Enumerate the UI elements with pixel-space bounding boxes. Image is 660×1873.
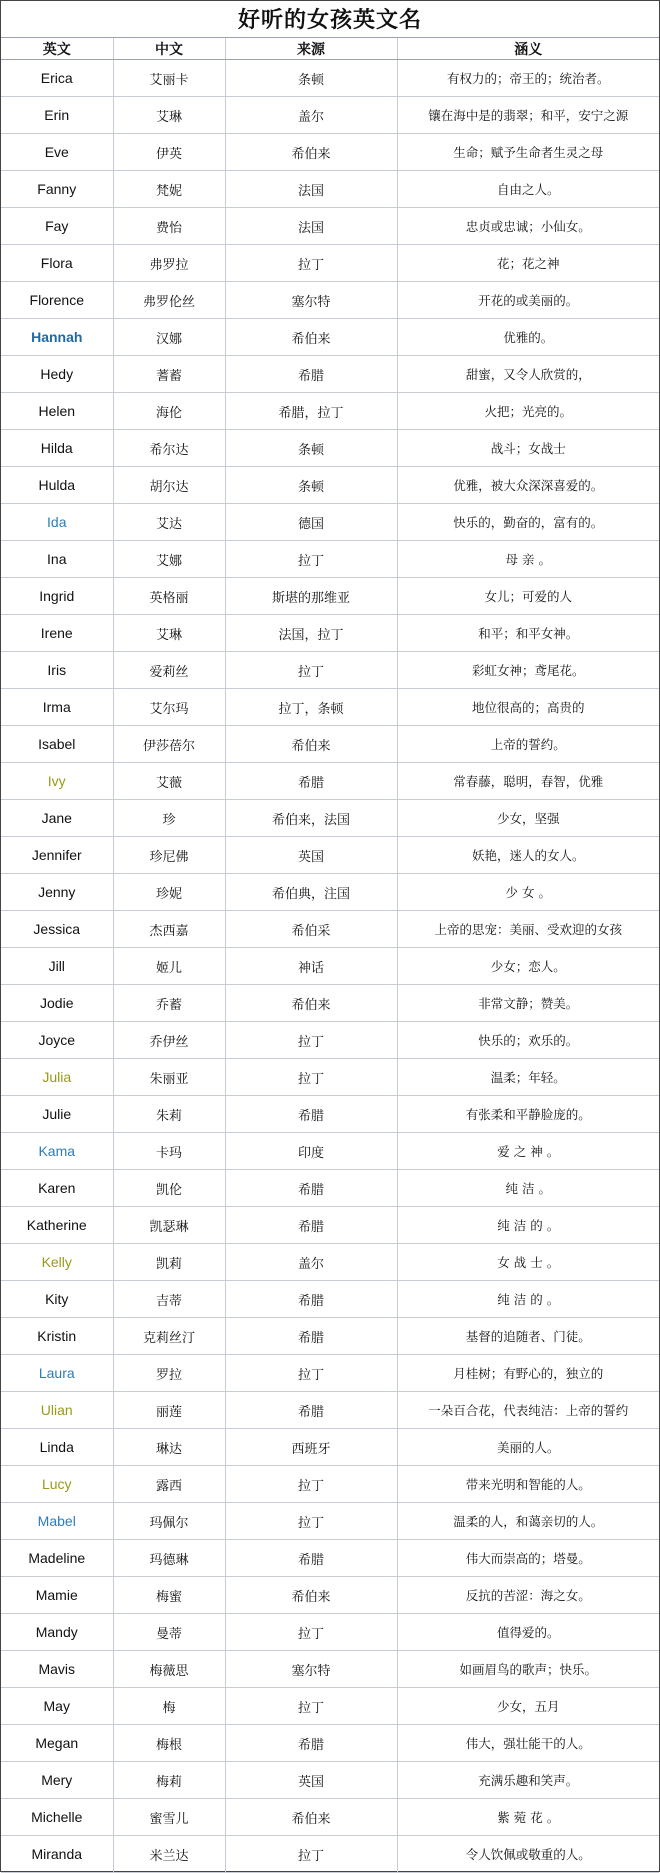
english-name-cell: Erica	[1, 60, 113, 97]
origin-cell: 拉丁	[225, 1614, 397, 1651]
origin-cell: 法国	[225, 171, 397, 208]
chinese-name-cell: 凯瑟琳	[113, 1207, 225, 1244]
origin-cell: 希伯来	[225, 726, 397, 763]
chinese-name-cell: 丽莲	[113, 1392, 225, 1429]
chinese-name-cell: 琳达	[113, 1429, 225, 1466]
meaning-cell: 开花的或美丽的。	[397, 282, 659, 319]
meaning-cell: 温柔；年轻。	[397, 1059, 659, 1096]
meaning-cell: 爱 之 神 。	[397, 1133, 659, 1170]
meaning-cell: 纯 洁 的 。	[397, 1281, 659, 1318]
chinese-name-cell: 克莉丝汀	[113, 1318, 225, 1355]
chinese-name-cell: 汉娜	[113, 319, 225, 356]
english-name-cell: Mavis	[1, 1651, 113, 1688]
table-row	[1, 60, 659, 97]
chinese-name-cell: 费怡	[113, 208, 225, 245]
table-row	[1, 1577, 659, 1614]
table-row	[1, 282, 659, 319]
meaning-cell: 基督的追随者、门徒。	[397, 1318, 659, 1355]
table-row	[1, 430, 659, 467]
meaning-cell: 令人饮佩或敬重的人。	[397, 1836, 659, 1873]
header-meaning: 涵义	[397, 38, 659, 60]
origin-cell: 拉丁	[225, 541, 397, 578]
english-name-cell: Ina	[1, 541, 113, 578]
header-chinese: 中文	[113, 38, 225, 60]
meaning-cell: 少女，五月	[397, 1688, 659, 1725]
chinese-name-cell: 艾薇	[113, 763, 225, 800]
table-row	[1, 763, 659, 800]
meaning-cell: 快乐的；欢乐的。	[397, 1022, 659, 1059]
chinese-name-cell: 梅蜜	[113, 1577, 225, 1614]
chinese-name-cell: 梅薇思	[113, 1651, 225, 1688]
meaning-cell: 值得爱的。	[397, 1614, 659, 1651]
chinese-name-cell: 伊莎蓓尔	[113, 726, 225, 763]
origin-cell: 拉丁	[225, 1059, 397, 1096]
origin-cell: 拉丁	[225, 1688, 397, 1725]
meaning-cell: 少女；恋人。	[397, 948, 659, 985]
table-body	[1, 60, 659, 1873]
meaning-cell: 常春藤，聪明，春智，优雅	[397, 763, 659, 800]
chinese-name-cell: 珍	[113, 800, 225, 837]
english-name-cell: Laura	[1, 1355, 113, 1392]
chinese-name-cell: 朱莉	[113, 1096, 225, 1133]
chinese-name-cell: 凯伦	[113, 1170, 225, 1207]
origin-cell: 希伯来	[225, 985, 397, 1022]
english-name-cell: Jane	[1, 800, 113, 837]
table-row	[1, 689, 659, 726]
chinese-name-cell: 艾琳	[113, 97, 225, 134]
english-name-cell: Kelly	[1, 1244, 113, 1281]
table-row	[1, 985, 659, 1022]
english-name-cell: Helen	[1, 393, 113, 430]
chinese-name-cell: 弗罗伦丝	[113, 282, 225, 319]
meaning-cell: 反抗的苦涩：海之女。	[397, 1577, 659, 1614]
table-row	[1, 578, 659, 615]
table-row	[1, 1392, 659, 1429]
english-name-cell: Katherine	[1, 1207, 113, 1244]
table-row	[1, 837, 659, 874]
chinese-name-cell: 梅莉	[113, 1762, 225, 1799]
table-row	[1, 1762, 659, 1799]
chinese-name-cell: 梵妮	[113, 171, 225, 208]
table-row	[1, 1207, 659, 1244]
origin-cell: 希腊	[225, 1096, 397, 1133]
meaning-cell: 纯 洁 。	[397, 1170, 659, 1207]
meaning-cell: 充满乐趣和笑声。	[397, 1762, 659, 1799]
english-name-cell: Joyce	[1, 1022, 113, 1059]
origin-cell: 条顿	[225, 467, 397, 504]
chinese-name-cell: 蓍蓄	[113, 356, 225, 393]
english-name-cell: Jill	[1, 948, 113, 985]
origin-cell: 希腊	[225, 1392, 397, 1429]
origin-cell: 希伯来	[225, 319, 397, 356]
table-row	[1, 1318, 659, 1355]
table-row	[1, 1836, 659, 1873]
chinese-name-cell: 艾琳	[113, 615, 225, 652]
origin-cell: 条顿	[225, 430, 397, 467]
meaning-cell: 少女，坚强	[397, 800, 659, 837]
english-name-cell: Kama	[1, 1133, 113, 1170]
chinese-name-cell: 朱丽亚	[113, 1059, 225, 1096]
english-name-cell: Jodie	[1, 985, 113, 1022]
origin-cell: 希伯来	[225, 1799, 397, 1836]
english-name-cell: Fay	[1, 208, 113, 245]
chinese-name-cell: 珍尼佛	[113, 837, 225, 874]
origin-cell: 英国	[225, 837, 397, 874]
chinese-name-cell: 珍妮	[113, 874, 225, 911]
english-name-cell: Iris	[1, 652, 113, 689]
chinese-name-cell: 吉蒂	[113, 1281, 225, 1318]
origin-cell: 拉丁	[225, 245, 397, 282]
table-row	[1, 1651, 659, 1688]
english-name-cell: Erin	[1, 97, 113, 134]
table-row	[1, 97, 659, 134]
english-name-cell: Linda	[1, 1429, 113, 1466]
names-table	[1, 38, 659, 1873]
origin-cell: 希腊	[225, 763, 397, 800]
meaning-cell: 上帝的誓约。	[397, 726, 659, 763]
table-row	[1, 171, 659, 208]
english-name-cell: Kity	[1, 1281, 113, 1318]
meaning-cell: 一朵百合花，代表纯洁：上帝的誓约	[397, 1392, 659, 1429]
chinese-name-cell: 艾尔玛	[113, 689, 225, 726]
origin-cell: 塞尔特	[225, 282, 397, 319]
meaning-cell: 忠贞或忠诚；小仙女。	[397, 208, 659, 245]
chinese-name-cell: 弗罗拉	[113, 245, 225, 282]
table-row	[1, 356, 659, 393]
chinese-name-cell: 艾达	[113, 504, 225, 541]
chinese-name-cell: 露西	[113, 1466, 225, 1503]
table-row	[1, 1429, 659, 1466]
table-row	[1, 726, 659, 763]
origin-cell: 法国，拉丁	[225, 615, 397, 652]
english-name-cell: Kristin	[1, 1318, 113, 1355]
table-row	[1, 1059, 659, 1096]
origin-cell: 拉丁	[225, 1466, 397, 1503]
english-name-cell: Julie	[1, 1096, 113, 1133]
header-row	[1, 38, 659, 60]
english-name-cell: Ida	[1, 504, 113, 541]
table-row	[1, 1688, 659, 1725]
origin-cell: 盖尔	[225, 97, 397, 134]
table-row	[1, 1281, 659, 1318]
chinese-name-cell: 艾娜	[113, 541, 225, 578]
table-row	[1, 393, 659, 430]
table-row	[1, 1799, 659, 1836]
origin-cell: 德国	[225, 504, 397, 541]
meaning-cell: 生命；赋予生命者生灵之母	[397, 134, 659, 171]
meaning-cell: 镶在海中是的翡翠；和平，安宁之源	[397, 97, 659, 134]
english-name-cell: Jennifer	[1, 837, 113, 874]
english-name-cell: Jenny	[1, 874, 113, 911]
origin-cell: 盖尔	[225, 1244, 397, 1281]
meaning-cell: 纯 洁 的 。	[397, 1207, 659, 1244]
chinese-name-cell: 姬儿	[113, 948, 225, 985]
chinese-name-cell: 罗拉	[113, 1355, 225, 1392]
chinese-name-cell: 乔伊丝	[113, 1022, 225, 1059]
table-row	[1, 1244, 659, 1281]
english-name-cell: Irma	[1, 689, 113, 726]
origin-cell: 希腊	[225, 1281, 397, 1318]
chinese-name-cell: 乔蓄	[113, 985, 225, 1022]
meaning-cell: 伟大，强壮能干的人。	[397, 1725, 659, 1762]
english-name-cell: May	[1, 1688, 113, 1725]
origin-cell: 西班牙	[225, 1429, 397, 1466]
english-name-cell: Jessica	[1, 911, 113, 948]
english-name-cell: Karen	[1, 1170, 113, 1207]
table-row	[1, 911, 659, 948]
table-row	[1, 1466, 659, 1503]
origin-cell: 英国	[225, 1762, 397, 1799]
origin-cell: 希腊	[225, 1318, 397, 1355]
origin-cell: 希伯典，注国	[225, 874, 397, 911]
meaning-cell: 地位很高的；高贵的	[397, 689, 659, 726]
chinese-name-cell: 胡尔达	[113, 467, 225, 504]
chinese-name-cell: 英格丽	[113, 578, 225, 615]
meaning-cell: 紫 菀 花 。	[397, 1799, 659, 1836]
chinese-name-cell: 玛佩尔	[113, 1503, 225, 1540]
english-name-cell: Hedy	[1, 356, 113, 393]
meaning-cell: 女 战 士 。	[397, 1244, 659, 1281]
table-row	[1, 652, 659, 689]
header-origin: 来源	[225, 38, 397, 60]
meaning-cell: 有权力的；帝王的；统治者。	[397, 60, 659, 97]
english-name-cell: Ingrid	[1, 578, 113, 615]
english-name-cell: Florence	[1, 282, 113, 319]
chinese-name-cell: 米兰达	[113, 1836, 225, 1873]
origin-cell: 法国	[225, 208, 397, 245]
origin-cell: 希腊，拉丁	[225, 393, 397, 430]
english-name-cell: Mabel	[1, 1503, 113, 1540]
table-row	[1, 319, 659, 356]
origin-cell: 拉丁，条顿	[225, 689, 397, 726]
chinese-name-cell: 杰西嘉	[113, 911, 225, 948]
meaning-cell: 自由之人。	[397, 171, 659, 208]
english-name-cell: Lucy	[1, 1466, 113, 1503]
table-row	[1, 1725, 659, 1762]
table-row	[1, 1503, 659, 1540]
chinese-name-cell: 梅	[113, 1688, 225, 1725]
meaning-cell: 带来光明和智能的人。	[397, 1466, 659, 1503]
meaning-cell: 非常文静；赞美。	[397, 985, 659, 1022]
chinese-name-cell: 艾丽卡	[113, 60, 225, 97]
origin-cell: 斯堪的那维亚	[225, 578, 397, 615]
chinese-name-cell: 曼蒂	[113, 1614, 225, 1651]
english-name-cell: Miranda	[1, 1836, 113, 1873]
meaning-cell: 妖艳，迷人的女人。	[397, 837, 659, 874]
meaning-cell: 上帝的思宠：美丽、受欢迎的女孩	[397, 911, 659, 948]
table-row	[1, 1614, 659, 1651]
english-name-cell: Megan	[1, 1725, 113, 1762]
origin-cell: 希腊	[225, 1207, 397, 1244]
chinese-name-cell: 凯莉	[113, 1244, 225, 1281]
table-row	[1, 541, 659, 578]
origin-cell: 希腊	[225, 1725, 397, 1762]
chinese-name-cell: 蜜雪儿	[113, 1799, 225, 1836]
origin-cell: 希伯采	[225, 911, 397, 948]
table-row	[1, 1096, 659, 1133]
english-name-cell: Mamie	[1, 1577, 113, 1614]
meaning-cell: 有张柔和平静脸庞的。	[397, 1096, 659, 1133]
meaning-cell: 伟大而崇高的；塔曼。	[397, 1540, 659, 1577]
table-row	[1, 1355, 659, 1392]
meaning-cell: 温柔的人，和蔼亲切的人。	[397, 1503, 659, 1540]
table-row	[1, 467, 659, 504]
table-row	[1, 504, 659, 541]
english-name-cell: Madeline	[1, 1540, 113, 1577]
meaning-cell: 母 亲 。	[397, 541, 659, 578]
origin-cell: 拉丁	[225, 652, 397, 689]
meaning-cell: 美丽的人。	[397, 1429, 659, 1466]
english-name-cell: Mandy	[1, 1614, 113, 1651]
origin-cell: 希伯来，法国	[225, 800, 397, 837]
origin-cell: 拉丁	[225, 1836, 397, 1873]
origin-cell: 希腊	[225, 1170, 397, 1207]
table-row	[1, 1170, 659, 1207]
origin-cell: 希腊	[225, 356, 397, 393]
chinese-name-cell: 梅根	[113, 1725, 225, 1762]
origin-cell: 拉丁	[225, 1355, 397, 1392]
meaning-cell: 花；花之神	[397, 245, 659, 282]
english-name-cell: Isabel	[1, 726, 113, 763]
table-row	[1, 1133, 659, 1170]
table-row	[1, 1022, 659, 1059]
english-name-cell: Julia	[1, 1059, 113, 1096]
meaning-cell: 优雅，被大众深深喜爱的。	[397, 467, 659, 504]
origin-cell: 印度	[225, 1133, 397, 1170]
chinese-name-cell: 海伦	[113, 393, 225, 430]
english-name-cell: Hilda	[1, 430, 113, 467]
meaning-cell: 甜蜜，又令人欣赏的，	[397, 356, 659, 393]
meaning-cell: 战斗；女战士	[397, 430, 659, 467]
chinese-name-cell: 伊英	[113, 134, 225, 171]
english-name-cell: Michelle	[1, 1799, 113, 1836]
english-name-cell: Hannah	[1, 319, 113, 356]
origin-cell: 条顿	[225, 60, 397, 97]
meaning-cell: 快乐的，勤奋的，富有的。	[397, 504, 659, 541]
table-row	[1, 615, 659, 652]
table-row	[1, 245, 659, 282]
origin-cell: 拉丁	[225, 1022, 397, 1059]
table-row	[1, 208, 659, 245]
origin-cell: 塞尔特	[225, 1651, 397, 1688]
english-name-cell: Hulda	[1, 467, 113, 504]
header-english: 英文	[1, 38, 113, 60]
english-name-cell: Ulian	[1, 1392, 113, 1429]
origin-cell: 神话	[225, 948, 397, 985]
meaning-cell: 少 女 。	[397, 874, 659, 911]
origin-cell: 拉丁	[225, 1503, 397, 1540]
english-name-cell: Irene	[1, 615, 113, 652]
origin-cell: 希腊	[225, 1540, 397, 1577]
meaning-cell: 月桂树；有野心的，独立的	[397, 1355, 659, 1392]
sheet-title: 好听的女孩英文名	[1, 1, 659, 38]
english-name-cell: Fanny	[1, 171, 113, 208]
chinese-name-cell: 卡玛	[113, 1133, 225, 1170]
meaning-cell: 和平；和平女神。	[397, 615, 659, 652]
table-row	[1, 1540, 659, 1577]
english-name-cell: Flora	[1, 245, 113, 282]
meaning-cell: 火把；光亮的。	[397, 393, 659, 430]
meaning-cell: 优雅的。	[397, 319, 659, 356]
meaning-cell: 女儿；可爱的人	[397, 578, 659, 615]
chinese-name-cell: 希尔达	[113, 430, 225, 467]
table-row	[1, 874, 659, 911]
meaning-cell: 如画眉鸟的歌声；快乐。	[397, 1651, 659, 1688]
table-row	[1, 948, 659, 985]
origin-cell: 希伯来	[225, 1577, 397, 1614]
chinese-name-cell: 爱莉丝	[113, 652, 225, 689]
meaning-cell: 彩虹女神；鸢尾花。	[397, 652, 659, 689]
english-name-cell: Mery	[1, 1762, 113, 1799]
table-row	[1, 134, 659, 171]
english-name-cell: Ivy	[1, 763, 113, 800]
english-name-cell: Eve	[1, 134, 113, 171]
origin-cell: 希伯来	[225, 134, 397, 171]
chinese-name-cell: 玛德琳	[113, 1540, 225, 1577]
table-row	[1, 800, 659, 837]
